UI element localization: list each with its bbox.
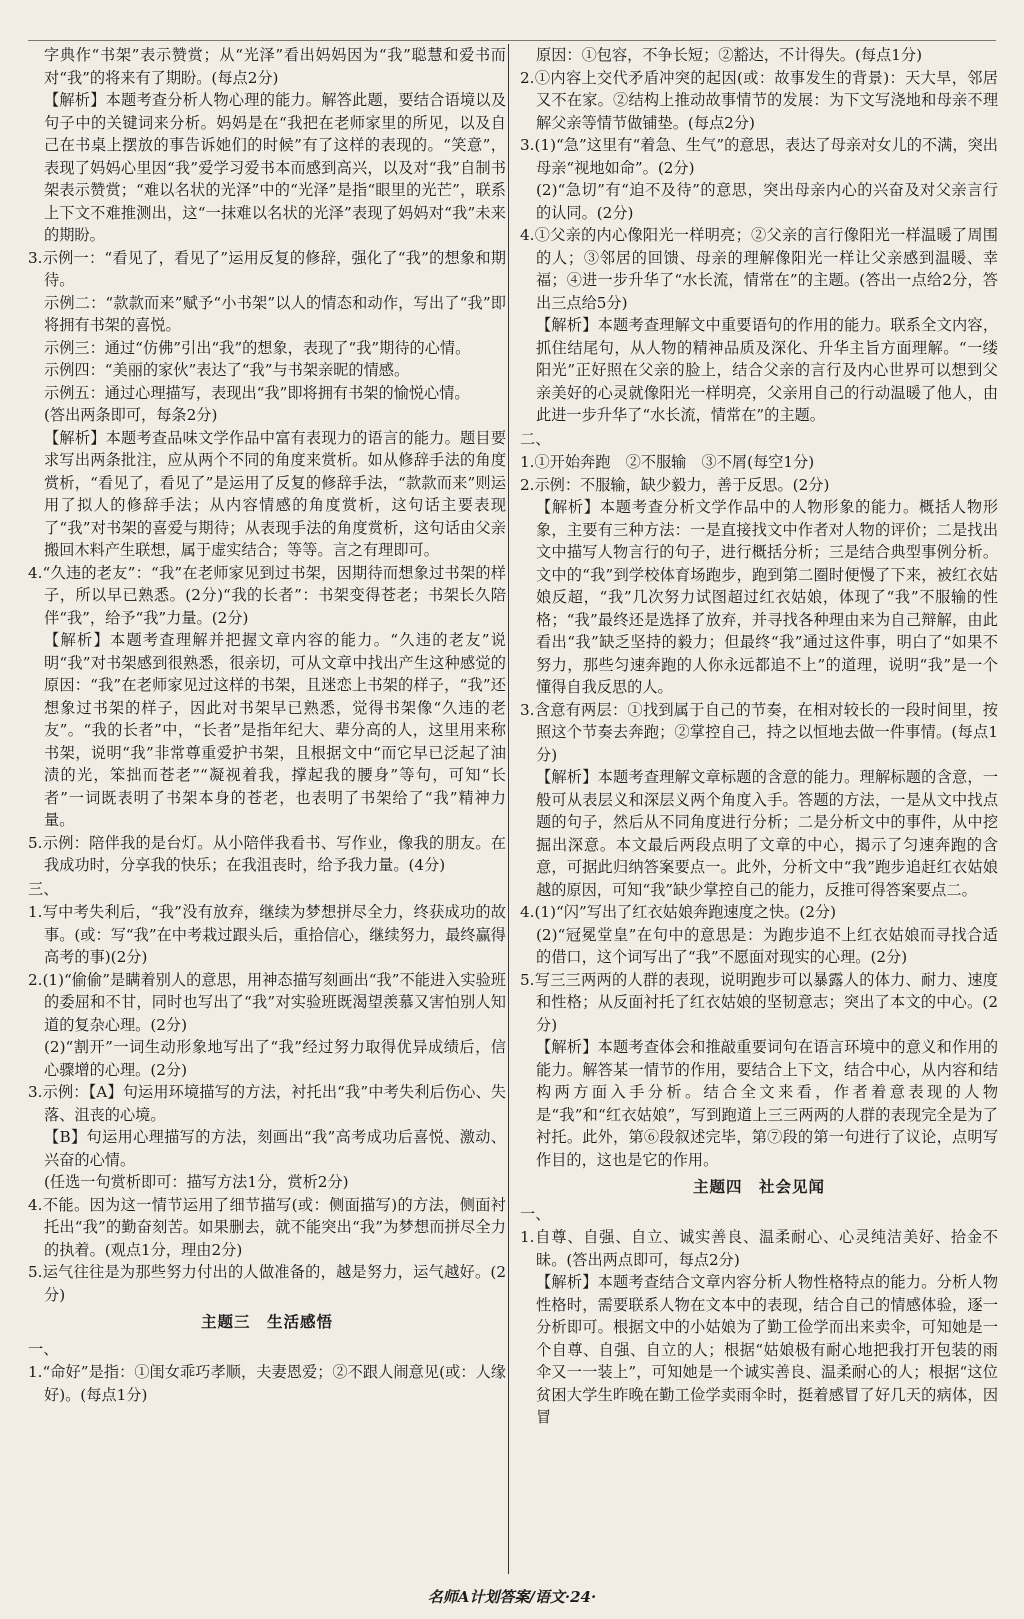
answer-paragraph: 3.含意有两层：①找到属于自己的节奏，在相对较长的一段时间里，按照这个节奏去奔跑；②掌控自己，持之以恒地去做一件事情。(每点1分) <box>520 700 998 764</box>
answer-paragraph: 1.写中考失利后，“我”没有放弃，继续为梦想拼尽全力，终获成功的故事。(或：写“我”在中考栽过跟头后，重拾信心，继续努力，最终赢得高考的事)(2分) <box>28 903 506 966</box>
answer-paragraph: 示例二：“款款而来”赋予“小书架”以人的情态和动作，写出了“我”即将拥有书架的喜悦。 <box>44 293 506 334</box>
answer-paragraph: 【解析】本题考查分析文学作品中的人物形象的能力。概括人物形象，主要有三种方法：一是直接找文中作者对人物的评价；二是找出文中描写人物言行的句子，进行概括分析；三是结合典型事例分析。文中的“我”到学校体育场跑步，跑到第二圈时便慢了下来，被红衣姑娘反超，“我”几次努力试图超过红衣姑娘，体现了“我”不服输的性格；“我”最终还是选择了放弃，并寻找各种理由来为自己辩解，由此看出“我”缺乏坚持的毅力；但最终“我”通过这件事，明白了“如果不努力，那些匀速奔跑的人你永远都追不上”的道理，说明“我”是一个懂得自我反思的人。 <box>536 498 998 696</box>
answer-paragraph: 【解析】本题考查体会和推敲重要词句在语言环境中的意义和作用的能力。解答某一情节的作用，要结合上下文，结合中心，从内容和结构两方面入手分析。结合全文来看，作者着意表现的人物是“我”和“红衣姑娘”，写到跑道上三三两两的人群的表现完全是为了衬托。此外，第⑥段叙述完毕，第⑦段的第一句进行了议论，点明写作目的，这也是它的作用。 <box>536 1038 998 1169</box>
answer-paragraph: (2)“割开”一词生动形象地写出了“我”经过努力取得优异成绩后，信心骤增的心理。(2分) <box>44 1038 506 1079</box>
answer-paragraph: (2)“冠冕堂皇”在句中的意思是：为跑步追不上红衣姑娘而寻找合适的借口，这个词写出了“我”不愿面对现实的心理。(2分) <box>536 925 998 966</box>
answer-paragraph: 4.不能。因为这一情节运用了细节描写(或：侧面描写)的方法，侧面衬托出“我”的勤奋刻苦。如果删去，就不能突出“我”为梦想而拼尽全力的执着。(观点1分，理由2分) <box>28 1195 506 1259</box>
column-divider <box>508 44 509 1574</box>
top-rule <box>28 40 996 41</box>
answer-paragraph: 【解析】本题考查品味文学作品中富有表现力的语言的能力。题目要求写出两条批注，应从两个不同的角度来赏析。如从修辞手法的角度赏析，“看见了，看见了”是运用了反复的修辞手法，“款款而来”则运用了拟人的修辞手法；从内容情感的角度赏析，这句话主要表现了“我”对书架的喜爱与期待；从表现手法的角度赏析，这句话由父亲搬回木料产生联想，属于虚实结合；等等。言之有理即可。 <box>44 428 506 559</box>
answer-paragraph: 【解析】本题考查分析人物心理的能力。解答此题，要结合语境以及句子中的关键词来分析。妈妈是在“我把在老师家里的所见，以及自己在书桌上摆放的事告诉她们的时候”有了这样的表现的。“笑意”，表现了妈妈心里因“我”爱学习爱书本而感到高兴，以及对“我”自制书架表示赞赏；“难以名状的光泽”中的“光泽”是指“眼里的光芒”，联系上下文不难推测出，这“一抹难以名状的光泽”表现了妈妈对“我”未来的期盼。 <box>44 91 506 244</box>
answer-paragraph: 4.“久违的老友”：“我”在老师家见到过书架，因期待而想象过书架的样子，所以早已熟悉。(2分)“我的长者”：书架变得苍老；书架长久陪伴“我”，给予“我”力量。(2分) <box>28 563 506 627</box>
answer-paragraph: 1.①开始奔跑 ②不服输 ③不屑(每空1分) <box>520 453 815 471</box>
answer-paragraph: 原因：①包容，不争长短；②豁达，不计得失。(每点1分) <box>536 46 923 64</box>
answer-paragraph: 2.示例：不服输，缺少毅力，善于反思。(2分) <box>520 475 830 494</box>
answer-paragraph: 示例四：“美丽的家伙”表达了“我”与书架亲昵的情感。 <box>44 361 410 379</box>
answer-paragraph: 示例三：通过“仿佛”引出“我”的想象，表现了“我”期待的心情。 <box>44 338 471 357</box>
answer-paragraph: 3.(1)“急”这里有“着急、生气”的意思，表达了母亲对女儿的不满，突出母亲“视地如命”。(2分) <box>520 136 998 177</box>
page-footer: 名师A计划答案/语文·24· <box>427 1588 597 1606</box>
answer-paragraph: 5.写三三两两的人群的表现，说明跑步可以暴露人的体力、耐力、速度和性格；从反面衬托了红衣姑娘的坚韧意志；突出了本文的中心。(2分) <box>520 970 998 1034</box>
answer-paragraph: 2.(1)“偷偷”是瞒着别人的意思，用神态描写刻画出“我”不能进入实验班的委屈和不甘，同时也写出了“我”对实验班既渴望羡慕又害怕别人知道的复杂心理。(2分) <box>28 970 506 1034</box>
answer-paragraph: 字典作“书架”表示赞赏；从“光泽”看出妈妈因为“我”聪慧和爱书而对“我”的将来有了期盼。(每点2分) <box>44 46 506 87</box>
answer-paragraph: (任选一句赏析即可：描写方法1分，赏析2分) <box>44 1173 349 1191</box>
answer-paragraph: 【解析】本题考查理解并把握文章内容的能力。“久违的老友”说明“我”对书架感到很熟悉，很亲切，可从文章中找出产生这种感觉的原因：“我”在老师家见过这样的书架，且迷恋上书架的样子，“我”还想象过书架的样子，因此对书架早已熟悉，觉得书架像“久违的老友”。“我的长者”中，“长者”是指年纪大、辈分高的人，这里用来称书架，说明“我”非常尊重爱护书架，且根据文中“而它早已泛起了油渍的光，笨拙而苍老”“凝视着我，撑起我的腰身”等句，可知“长者”一词既表明了书架本身的苍老，也表明了书架给了“我”精神力量。 <box>44 631 506 829</box>
answer-paragraph: 示例五：通过心理描写，表现出“我”即将拥有书架的愉悦心情。 <box>44 383 470 402</box>
answer-paragraph: 3.示例一：“看见了，看见了”运用反复的修辞，强化了“我”的想象和期待。 <box>28 248 506 289</box>
answer-paragraph: 1.“命好”是指：①闺女乖巧孝顺，夫妻恩爱；②不跟人闹意见(或：人缘好)。(每点1分) <box>28 1363 506 1404</box>
answer-paragraph: 4.①父亲的内心像阳光一样明亮；②父亲的言行像阳光一样温暖了周围的人；③邻居的回馈、母亲的理解像阳光一样让父亲感到温暖、幸福；④进一步升华了“水长流，情常在”的主题。(答出一点给2分，答出三点给5分) <box>520 226 998 312</box>
answer-paragraph: 1.自尊、自强、自立、诚实善良、温柔耐心、心灵纯洁美好、拾金不昧。(答出两点即可，每点2分) <box>520 1228 998 1269</box>
right-column <box>520 44 998 1429</box>
answer-paragraph: 【B】句运用心理描写的方法，刻画出“我”高考成功后喜悦、激动、兴奋的心情。 <box>44 1128 506 1169</box>
answer-paragraph: 5.运气往往是为那些努力付出的人做准备的，越是努力，运气越好。(2分) <box>28 1263 506 1304</box>
answer-paragraph: (2)“急切”有“迫不及待”的意思，突出母亲内心的兴奋及对父亲言行的认同。(2分) <box>536 181 998 222</box>
answer-paragraph: (答出两条即可，每条2分) <box>44 406 218 424</box>
answer-paragraph: 【解析】本题考查结合文章内容分析人物性格特点的能力。分析人物性格时，需要联系人物在文本中的表现，结合自己的情感体验，逐一分析即可。根据文中的小姑娘为了勤工俭学而出来卖伞，可知她是一个自尊、自强、自立的人；根据“姑娘极有耐心地把我打开包装的雨伞又一一装上”，可知她是一个诚实善良、温柔耐心的人；根据“这位贫困大学生昨晚在勤工俭学卖雨伞时，挺着感冒了好几天的病体，因冒 <box>536 1273 998 1426</box>
answer-paragraph: 3.示例：【A】句运用环境描写的方法，衬托出“我”中考失利后伤心、失落、沮丧的心境。 <box>28 1083 506 1124</box>
part-marker: 二、 <box>520 429 551 448</box>
left-column <box>28 44 506 1406</box>
answer-paragraph: 【解析】本题考查理解文中重要语句的作用的能力。联系全文内容，抓住结尾句，从人物的精神品质及深化、升华主旨方面理解。“一缕阳光”正好照在父亲的脸上，结合父亲的言行及内心世界可以想到父亲美好的心灵就像阳光一样明亮，父亲用自己的行动温暖了他人，由此进一步升华了“水长流，情常在”的主题。 <box>536 316 998 424</box>
part-marker: 一、 <box>520 1204 551 1223</box>
answer-paragraph: 【解析】本题考查理解文章标题的含意的能力。理解标题的含意，一般可从表层义和深层义两个角度入手。答题的方法，一是从文中找点题的句子，然后从不同角度进行分析；二是分析文中的事件，从中挖掘出深意。本文最后两段点明了文章的中心，揭示了匀速奔跑的含意，可据此归纳答案要点一。此外，分析文中“我”跑步追赶红衣姑娘越的原因，可知“我”缺少掌控自己的能力，反推可得答案要点二。 <box>536 768 998 899</box>
answer-paragraph: 2.①内容上交代矛盾冲突的起因(或：故事发生的背景)：天大旱，邻居又不在家。②结构上推动故事情节的发展：为下文写浇地和母亲不理解父亲等情节做铺垫。(每点2分) <box>520 68 998 132</box>
section-heading: 主题四 社会见闻 <box>692 1178 825 1196</box>
answer-paragraph: 5.示例：陪伴我的是台灯。从小陪伴我看书、写作业，像我的朋友。在我成功时，分享我的快乐；在我沮丧时，给予我力量。(4分) <box>28 833 506 874</box>
part-marker: 三、 <box>28 879 59 898</box>
section-heading: 主题三 生活感悟 <box>200 1313 333 1331</box>
part-marker: 一、 <box>28 1339 59 1358</box>
answer-paragraph: 4.(1)“闪”写出了红衣姑娘奔跑速度之快。(2分) <box>520 903 837 921</box>
